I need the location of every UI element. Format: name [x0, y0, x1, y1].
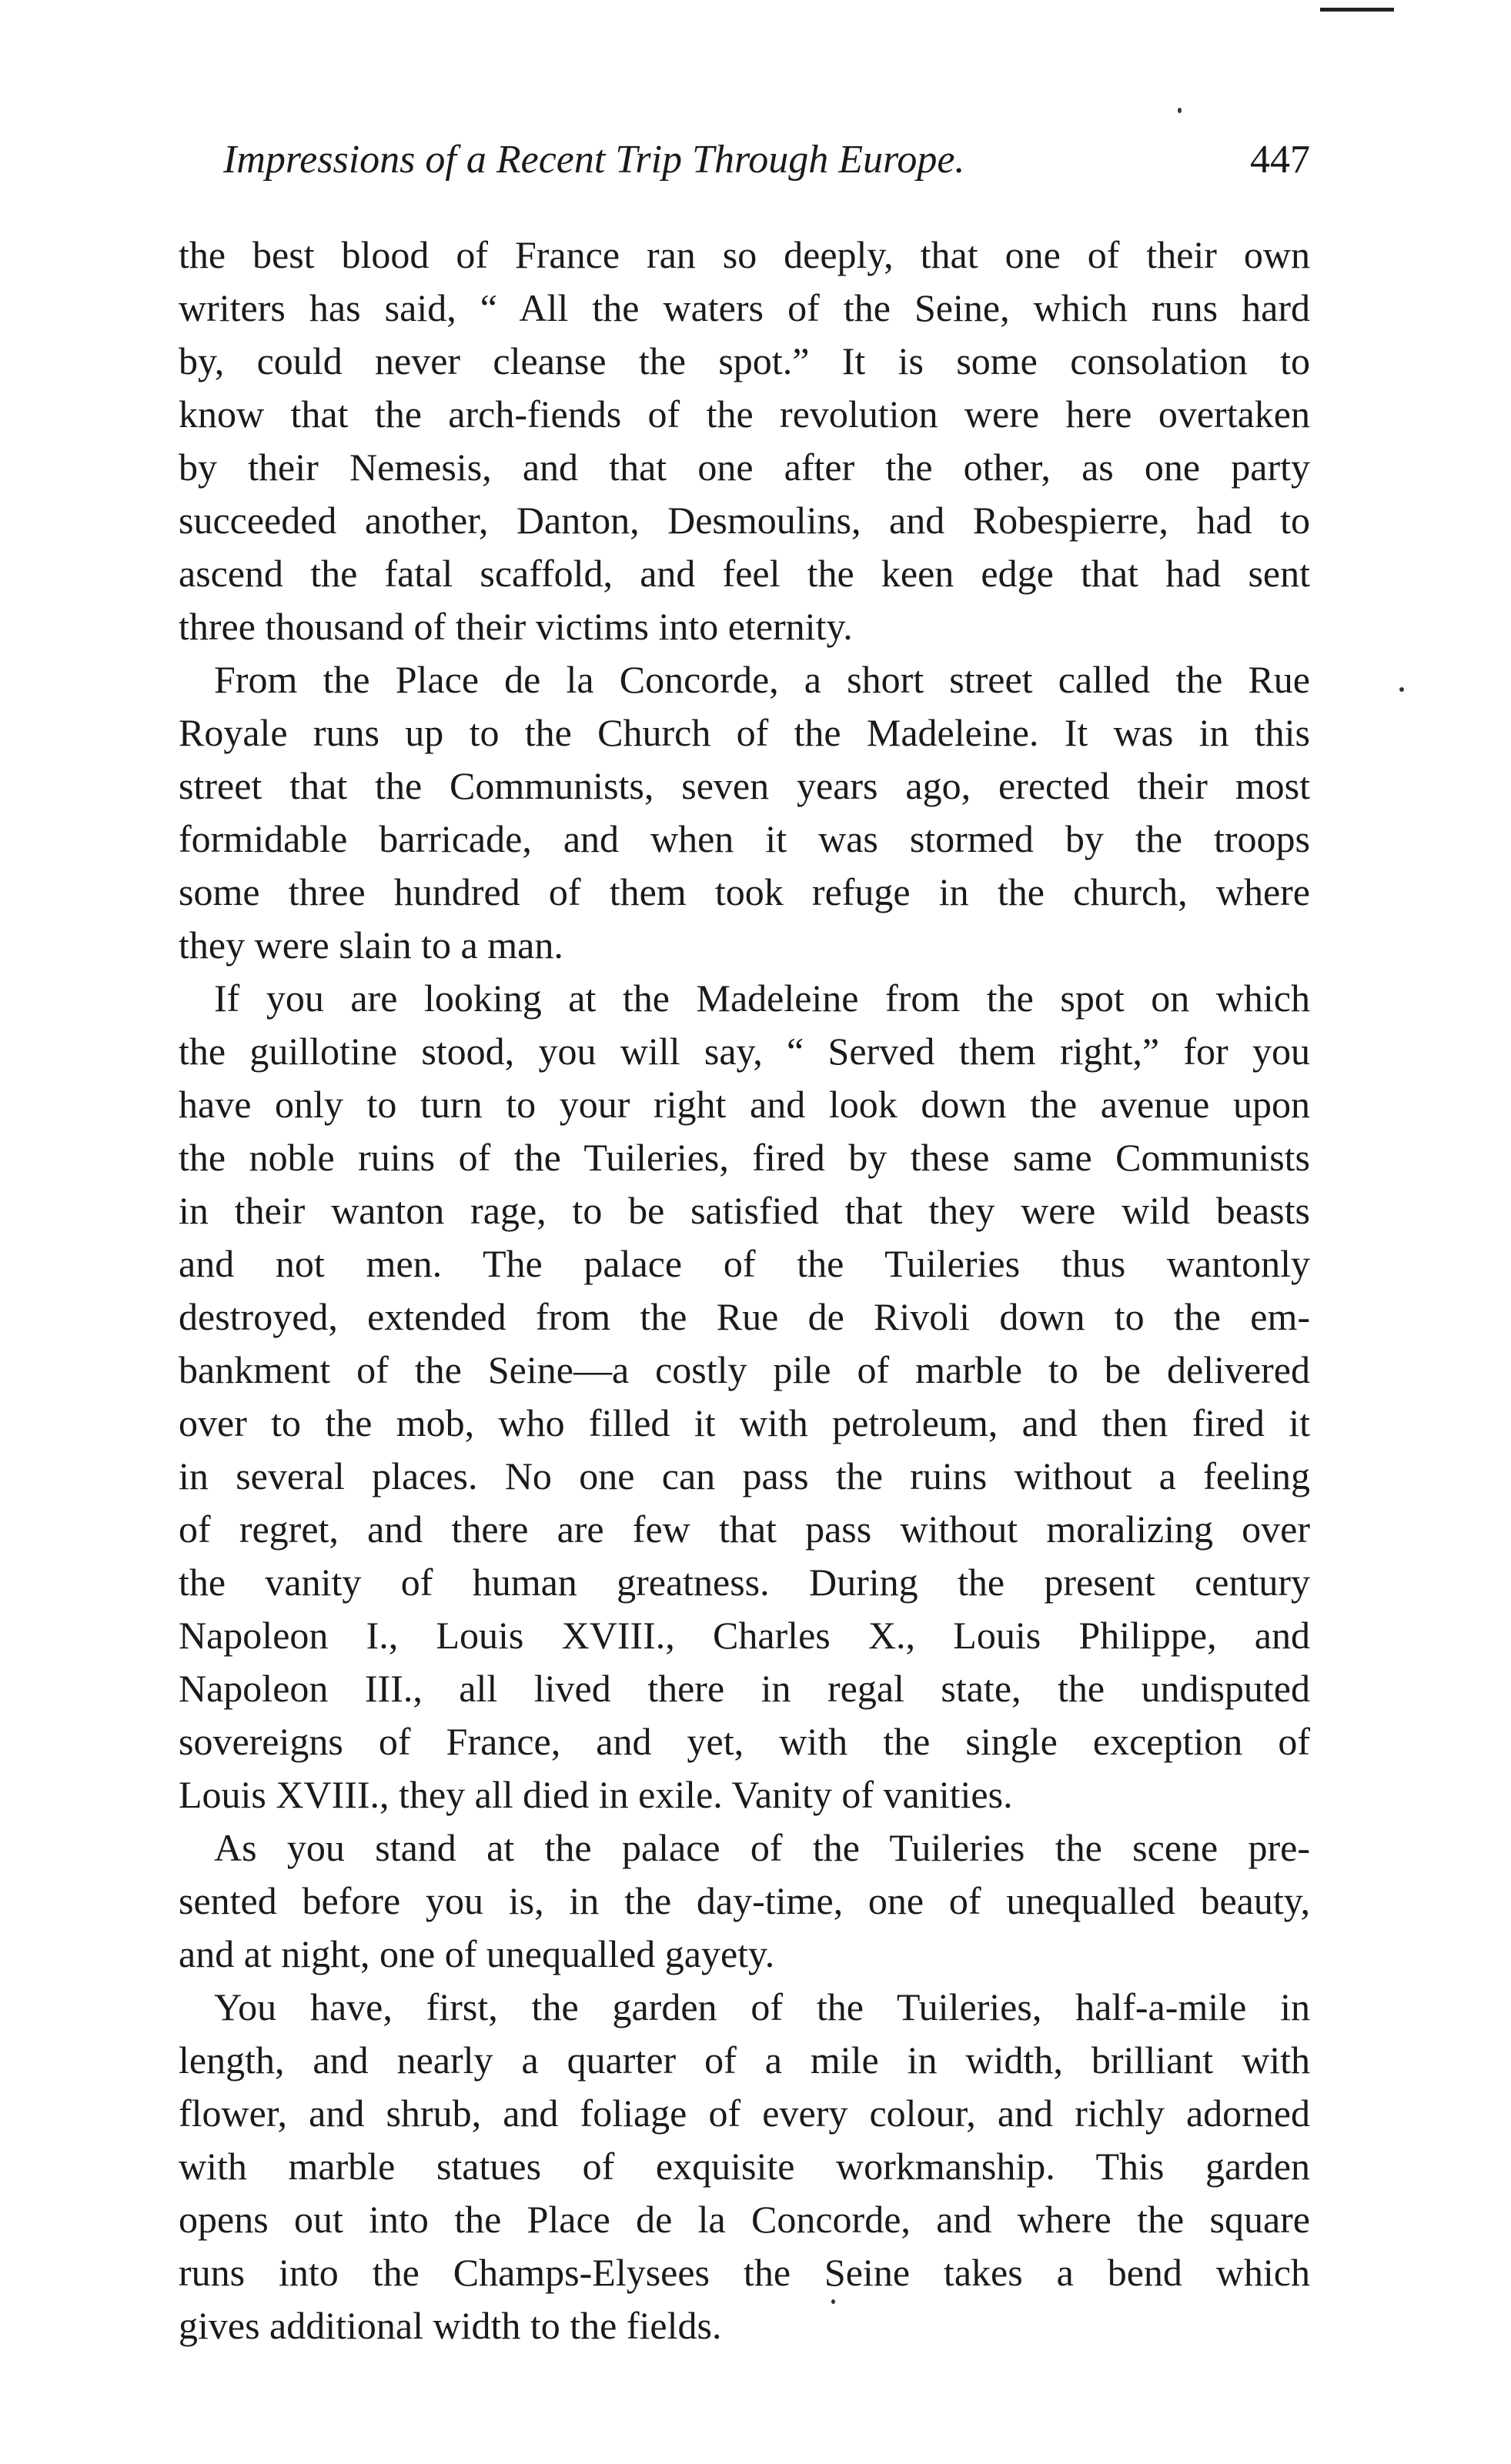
paragraph: [179, 1821, 1310, 1981]
text-line: the best blood of France ran so deeply, that one of their own: [179, 233, 1310, 276]
top-edge-rule: [1320, 8, 1394, 12]
text-line: the guillotine stood, you will say, “ Served them right,” for you: [179, 1030, 1310, 1073]
ink-speck: [1178, 108, 1182, 113]
text-line: length, and nearly a quarter of a mile in width, brilliant with: [179, 2038, 1310, 2082]
paragraph: [179, 653, 1310, 972]
text-line: writers has said, “ All the waters of the Seine, which runs hard: [179, 286, 1310, 329]
text-line: ascend the fatal scaffold, and feel the keen edge that had sent: [179, 552, 1310, 595]
text-line: If you are looking at the Madeleine from the spot on which: [214, 977, 1310, 1020]
text-line: opens out into the Place de la Concorde, and where the square: [179, 2198, 1310, 2241]
paragraph: [179, 229, 1310, 653]
text-line: by their Nemesis, and that one after the other, as one party: [179, 446, 1310, 489]
text-line: of regret, and there are few that pass without moralizing over: [179, 1507, 1310, 1551]
text-line: Napoleon I., Louis XVIII., Charles X., Louis Philippe, and: [179, 1614, 1310, 1657]
text-line: Louis XVIII., they all died in exile. Vanity of vanities.: [179, 1773, 1013, 1816]
text-line: gives additional width to the fields.: [179, 2304, 722, 2347]
paragraph: [179, 1981, 1310, 2352]
text-line: As you stand at the palace of the Tuileries the scene pre-: [214, 1826, 1310, 1869]
body-text: [179, 229, 1310, 2352]
running-head: Impressions of a Recent Trip Through Europe.: [223, 138, 965, 182]
text-line: by, could never cleanse the spot.” It is some consolation to: [179, 339, 1310, 382]
page-number: 447: [1250, 138, 1310, 182]
page-header: [223, 129, 1310, 191]
text-line: succeeded another, Danton, Desmoulins, and Robespierre, had to: [179, 499, 1310, 542]
text-line: over to the mob, who filled it with petroleum, and then fired it: [179, 1401, 1310, 1444]
text-line: runs into the Champs-Elysees the Seine takes a bend which: [179, 2251, 1310, 2294]
text-line: with marble statues of exquisite workmanship. This garden: [179, 2145, 1310, 2188]
text-line: they were slain to a man.: [179, 923, 563, 967]
text-line: destroyed, extended from the Rue de Rivoli down to the em-: [179, 1295, 1310, 1338]
text-line: three thousand of their victims into eternity.: [179, 605, 853, 648]
text-line: the vanity of human greatness. During the present century: [179, 1561, 1310, 1604]
text-line: sented before you is, in the day-time, one of unequalled beauty,: [179, 1879, 1310, 1922]
text-line: have only to turn to your right and look down the avenue upon: [179, 1083, 1310, 1126]
text-line: and at night, one of unequalled gayety.: [179, 1932, 775, 1975]
text-line: bankment of the Seine—a costly pile of marble to be delivered: [179, 1348, 1310, 1391]
text-line: and not men. The palace of the Tuileries thus wantonly: [179, 1242, 1310, 1285]
text-line: Royale runs up to the Church of the Madeleine. It was in this: [179, 711, 1310, 754]
text-line: sovereigns of France, and yet, with the single exception of: [179, 1720, 1310, 1763]
text-line: some three hundred of them took refuge in the church, where: [179, 870, 1310, 913]
ink-speck: [1399, 687, 1404, 692]
text-line: street that the Communists, seven years ago, erected their most: [179, 764, 1310, 807]
text-line: From the Place de la Concorde, a short street called the Rue: [214, 658, 1310, 701]
text-line: You have, first, the garden of the Tuileries, half-a-mile in: [214, 1985, 1310, 2028]
text-line: in several places. No one can pass the ruins without a feeling: [179, 1454, 1310, 1497]
text-line: formidable barricade, and when it was stormed by the troops: [179, 817, 1310, 860]
text-line: flower, and shrub, and foliage of every colour, and richly adorned: [179, 2092, 1310, 2135]
text-line: Napoleon III., all lived there in regal state, the undisputed: [179, 1667, 1310, 1710]
text-line: in their wanton rage, to be satisfied that they were wild beasts: [179, 1189, 1310, 1232]
text-line: the noble ruins of the Tuileries, fired by these same Communists: [179, 1136, 1310, 1179]
text-line: know that the arch-fiends of the revolution were here overtaken: [179, 392, 1310, 436]
paragraph: [179, 972, 1310, 1821]
